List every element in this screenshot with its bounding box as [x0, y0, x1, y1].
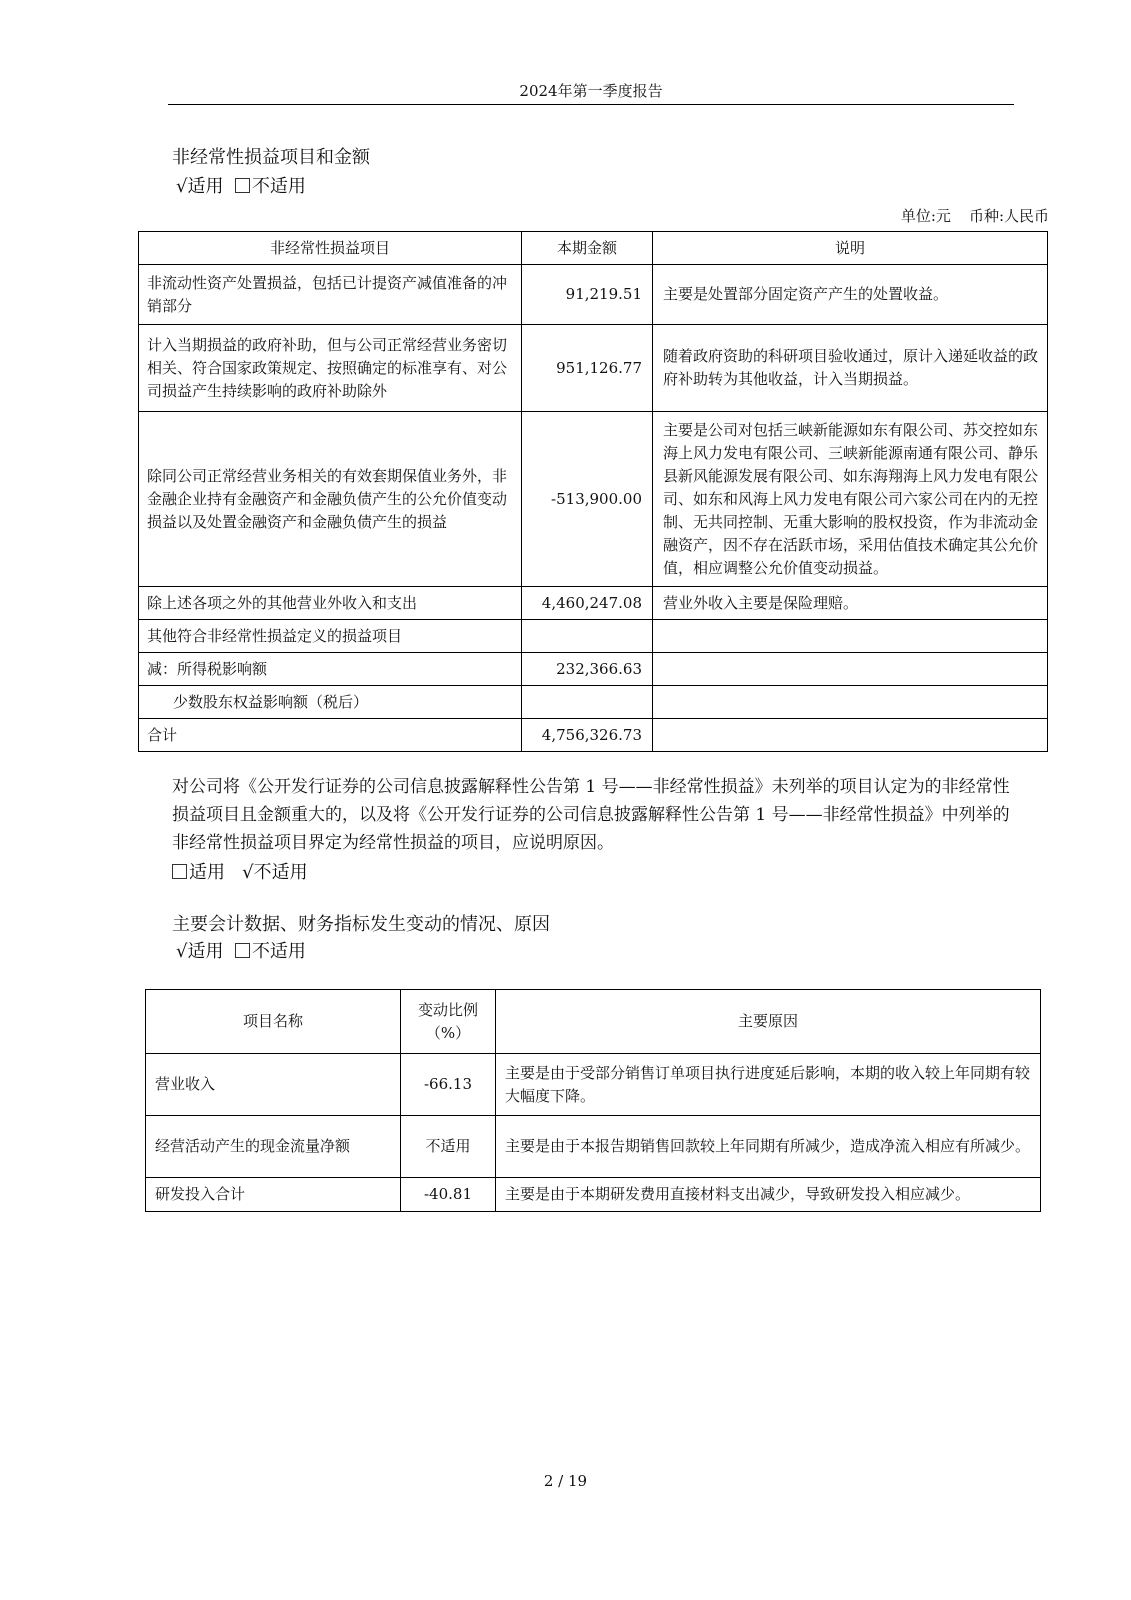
row-item: 合计 [139, 719, 522, 752]
row-reason: 主要是由于受部分销售订单项目执行进度延后影响，本期的收入较上年同期有较大幅度下降。 [496, 1054, 1041, 1116]
row-note [653, 719, 1048, 752]
checkbox-empty-icon [172, 864, 187, 879]
row-reason: 主要是由于本报告期销售回款较上年同期有所减少，造成净流入相应有所减少。 [496, 1116, 1041, 1178]
section3-heading: 主要会计数据、财务指标发生变动的情况、原因 [172, 914, 550, 935]
unit-label: 单位:元 [900, 207, 951, 225]
table-row [139, 325, 1048, 412]
column-header-name: 项目名称 [146, 990, 401, 1054]
table-header-row [146, 990, 1041, 1054]
table-row [146, 1054, 1041, 1116]
column-header-reason: 主要原因 [496, 990, 1041, 1054]
report-header-title: 2024年第一季度报告 [519, 82, 663, 100]
row-item: 其他符合非经常性损益定义的损益项目 [139, 620, 522, 653]
row-reason: 主要是由于本期研发费用直接材料支出减少，导致研发投入相应减少。 [496, 1178, 1041, 1212]
check-mark-icon: √ [242, 862, 254, 883]
check-mark-icon: √ [176, 941, 188, 962]
applicable-label: 适用 [187, 176, 224, 197]
ratio-header-label: 变动比例 [417, 1000, 478, 1019]
row-amount [522, 620, 653, 653]
row-name: 经营活动产生的现金流量净额 [146, 1116, 401, 1178]
section1-heading: 非经常性损益项目和金额 [172, 147, 370, 168]
row-item: 除上述各项之外的其他营业外收入和支出 [139, 587, 522, 620]
table-row [139, 653, 1048, 686]
row-name: 营业收入 [146, 1054, 401, 1116]
section1-applicability [176, 172, 306, 198]
table-row [139, 412, 1048, 587]
row-amount: 232,366.63 [522, 653, 653, 686]
page-number: 2 / 19 [543, 1472, 588, 1490]
row-ratio: -40.81 [401, 1178, 496, 1212]
row-amount: 4,460,247.08 [522, 587, 653, 620]
row-item: 计入当期损益的政府补助，但与公司正常经营业务密切相关、符合国家政策规定、按照确定的标准享有、对公司损益产生持续影响的政府补助除外 [139, 325, 522, 412]
row-note: 随着政府资助的科研项目验收通过，原计入递延收益的政府补助转为其他收益，计入当期损益。 [653, 325, 1048, 412]
ratio-header-unit: （%） [425, 1023, 471, 1042]
row-item: 非流动性资产处置损益，包括已计提资产减值准备的冲销部分 [139, 265, 522, 325]
row-name: 研发投入合计 [146, 1178, 401, 1212]
not-applicable-label: 不适用 [253, 862, 308, 883]
disclosure-paragraph: 对公司将《公开发行证券的公司信息披露解释性公告第 1 号——非经常性损益》未列举的项目认定为的非经常性损益项目且金额重大的，以及将《公开发行证券的公司信息披露解释性公告第 1 号——非经常性损益》中列举的非经常性损益项目界定为经常性损益的项目，应说明原因。 [172, 777, 1010, 853]
column-header-note: 说明 [653, 232, 1048, 265]
financial-changes-table [145, 989, 1041, 1212]
applicable-label: 适用 [187, 941, 224, 962]
table-header-row [139, 232, 1048, 265]
row-note [653, 620, 1048, 653]
not-applicable-label: 不适用 [251, 176, 306, 197]
row-ratio: 不适用 [401, 1116, 496, 1178]
check-mark-icon: √ [176, 176, 188, 197]
table-row [146, 1178, 1041, 1212]
column-header-ratio [401, 990, 496, 1054]
table-row [139, 620, 1048, 653]
checkbox-empty-icon [235, 178, 250, 193]
row-note: 主要是公司对包括三峡新能源如东有限公司、苏交控如东海上风力发电有限公司、三峡新能源南通有限公司、静乐县新风能源发展有限公司、如东海翔海上风力发电有限公司、如东和风海上风力发电有限公司六家公司在内的无控制、无共同控制、无重大影响的股权投资，作为非流动金融资产，因不存在活跃市场，采用估值技术确定其公允价值，相应调整公允价值变动损益。 [653, 412, 1048, 587]
non-recurring-gains-table [138, 231, 1048, 752]
header-divider [168, 104, 1014, 105]
column-header-amount: 本期金额 [522, 232, 653, 265]
row-item: 少数股东权益影响额（税后） [139, 686, 522, 719]
row-amount: 91,219.51 [522, 265, 653, 325]
row-amount: -513,900.00 [522, 412, 653, 587]
column-header-item: 非经常性损益项目 [139, 232, 522, 265]
table-row [139, 686, 1048, 719]
row-ratio: -66.13 [401, 1054, 496, 1116]
row-note: 营业外收入主要是保险理赔。 [653, 587, 1048, 620]
row-item: 除同公司正常经营业务相关的有效套期保值业务外，非金融企业持有金融资产和金融负债产生的公允价值变动损益以及处置金融资产和金融负债产生的损益 [139, 412, 522, 587]
row-amount: 4,756,326.73 [522, 719, 653, 752]
currency-label: 币种:人民币 [968, 207, 1049, 225]
checkbox-empty-icon [235, 943, 250, 958]
row-amount: 951,126.77 [522, 325, 653, 412]
table-row [139, 587, 1048, 620]
row-amount [522, 686, 653, 719]
row-note [653, 686, 1048, 719]
row-note: 主要是处置部分固定资产产生的处置收益。 [653, 265, 1048, 325]
section3-applicability [176, 937, 306, 963]
row-item: 减：所得税影响额 [139, 653, 522, 686]
section2-applicability [172, 858, 308, 884]
applicable-label: 适用 [189, 862, 225, 883]
not-applicable-label: 不适用 [251, 941, 306, 962]
table-total-row [139, 719, 1048, 752]
row-note [653, 653, 1048, 686]
table-row [139, 265, 1048, 325]
unit-line [901, 205, 1049, 226]
table-row [146, 1116, 1041, 1178]
